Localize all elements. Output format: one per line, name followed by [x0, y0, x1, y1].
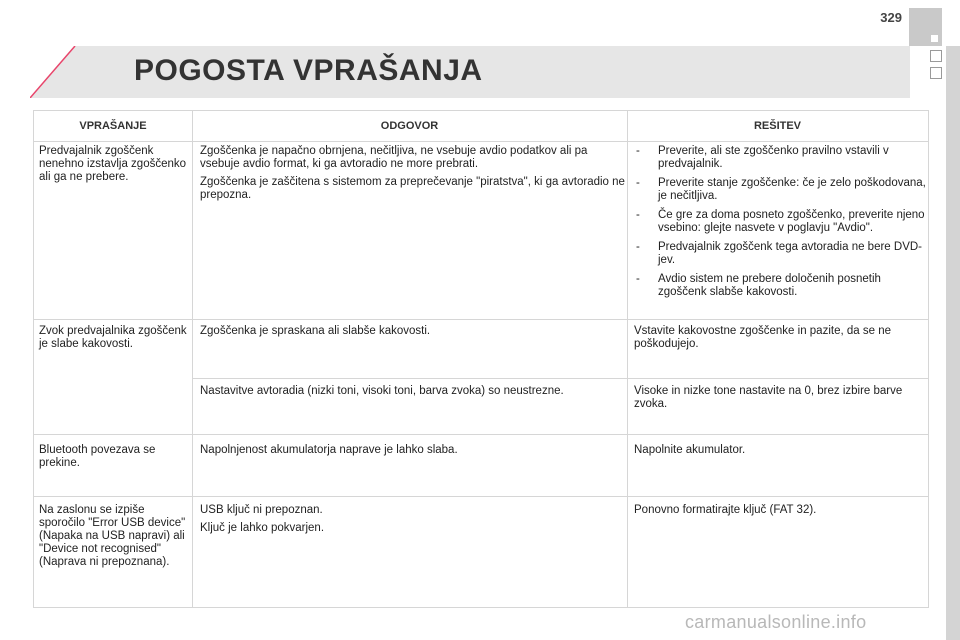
answer-cell: Zgoščenka je spraskana ali slabše kakovosti. [200, 325, 431, 337]
header-solution: REŠITEV [753, 120, 802, 132]
row-divider [34, 141, 928, 142]
answer-text: Ključ je lahko pokvarjen. [200, 522, 325, 534]
solution-cell: Ponovno formatirajte ključ (FAT 32). [634, 504, 817, 516]
answer-text: Zgoščenka je zaščitena s sistemom za preprečevanje "piratstva", ki ga avtoradio ne prepozna. [200, 176, 625, 201]
corner-tab [909, 8, 942, 46]
question-cell: Na zaslonu se izpiše sporočilo "Error USB device" (Napaka na USB napravi) ali "Device not recognised" (Naprava ni prepoznana). [39, 504, 186, 568]
solution-item: - Preverite stanje zgoščenke: če je zelo poškodovana, je nečitljiva. [634, 177, 926, 203]
answer-cell: Nastavitve avtoradia (nizki toni, visoki toni, barva zvoka) so neustrezne. [200, 385, 564, 397]
column-divider [192, 111, 193, 607]
title-band [30, 46, 910, 98]
answer-cell [200, 145, 625, 207]
solution-item: - Avdio sistem ne prebere določenih posnetih zgoščenk slabše kakovosti. [634, 273, 926, 299]
answer-cell [200, 504, 625, 540]
question-cell: Bluetooth povezava se prekine. [39, 444, 156, 469]
faq-table [33, 110, 929, 608]
answer-text: USB ključ ni prepoznan. [200, 504, 323, 516]
side-box-icon [930, 50, 942, 62]
question-cell: Zvok predvajalnika zgoščenk je slabe kakovosti. [39, 325, 187, 350]
side-bar [946, 46, 960, 640]
side-box-icon [930, 67, 942, 79]
answer-cell: Napolnjenost akumulatorja naprave je lahko slaba. [200, 444, 458, 456]
solution-list [634, 145, 926, 299]
row-divider [34, 319, 928, 320]
row-divider [192, 378, 928, 379]
solution-cell: Vstavite kakovostne zgoščenke in pazite, da se ne poškodujejo. [634, 325, 891, 350]
column-divider [627, 111, 628, 607]
header-answer: ODGOVOR [380, 120, 439, 132]
page-title: POGOSTA VPRAŠANJA [134, 54, 483, 87]
solution-cell: Napolnite akumulator. [634, 444, 746, 456]
page-number: 329 [880, 10, 902, 25]
solution-item: - Če gre za doma posneto zgoščenko, preverite njeno vsebino: glejte nasvete v poglavju "Avdio". [634, 209, 926, 235]
answer-text: Zgoščenka je napačno obrnjena, nečitljiva, ne vsebuje avdio podatkov ali pa vsebuje avdio format, ki ga avtoradio ne more prebrati. [200, 145, 588, 170]
watermark: carmanualsonline.info [685, 612, 867, 632]
solution-item: - Predvajalnik zgoščenk tega avtoradia ne bere DVD-jev. [634, 241, 926, 267]
solution-cell [634, 145, 926, 305]
corner-tab-dot [931, 35, 938, 42]
question-cell: Predvajalnik zgoščenk nenehno izstavlja zgoščenko ali ga ne prebere. [39, 145, 187, 183]
row-divider [34, 434, 928, 435]
row-divider [34, 496, 928, 497]
header-question: VPRAŠANJE [79, 120, 147, 132]
solution-cell: Visoke in nizke tone nastavite na 0, brez izbire barve zvoka. [634, 385, 903, 410]
solution-item: - Preverite, ali ste zgoščenko pravilno vstavili v predvajalnik. [634, 145, 926, 171]
